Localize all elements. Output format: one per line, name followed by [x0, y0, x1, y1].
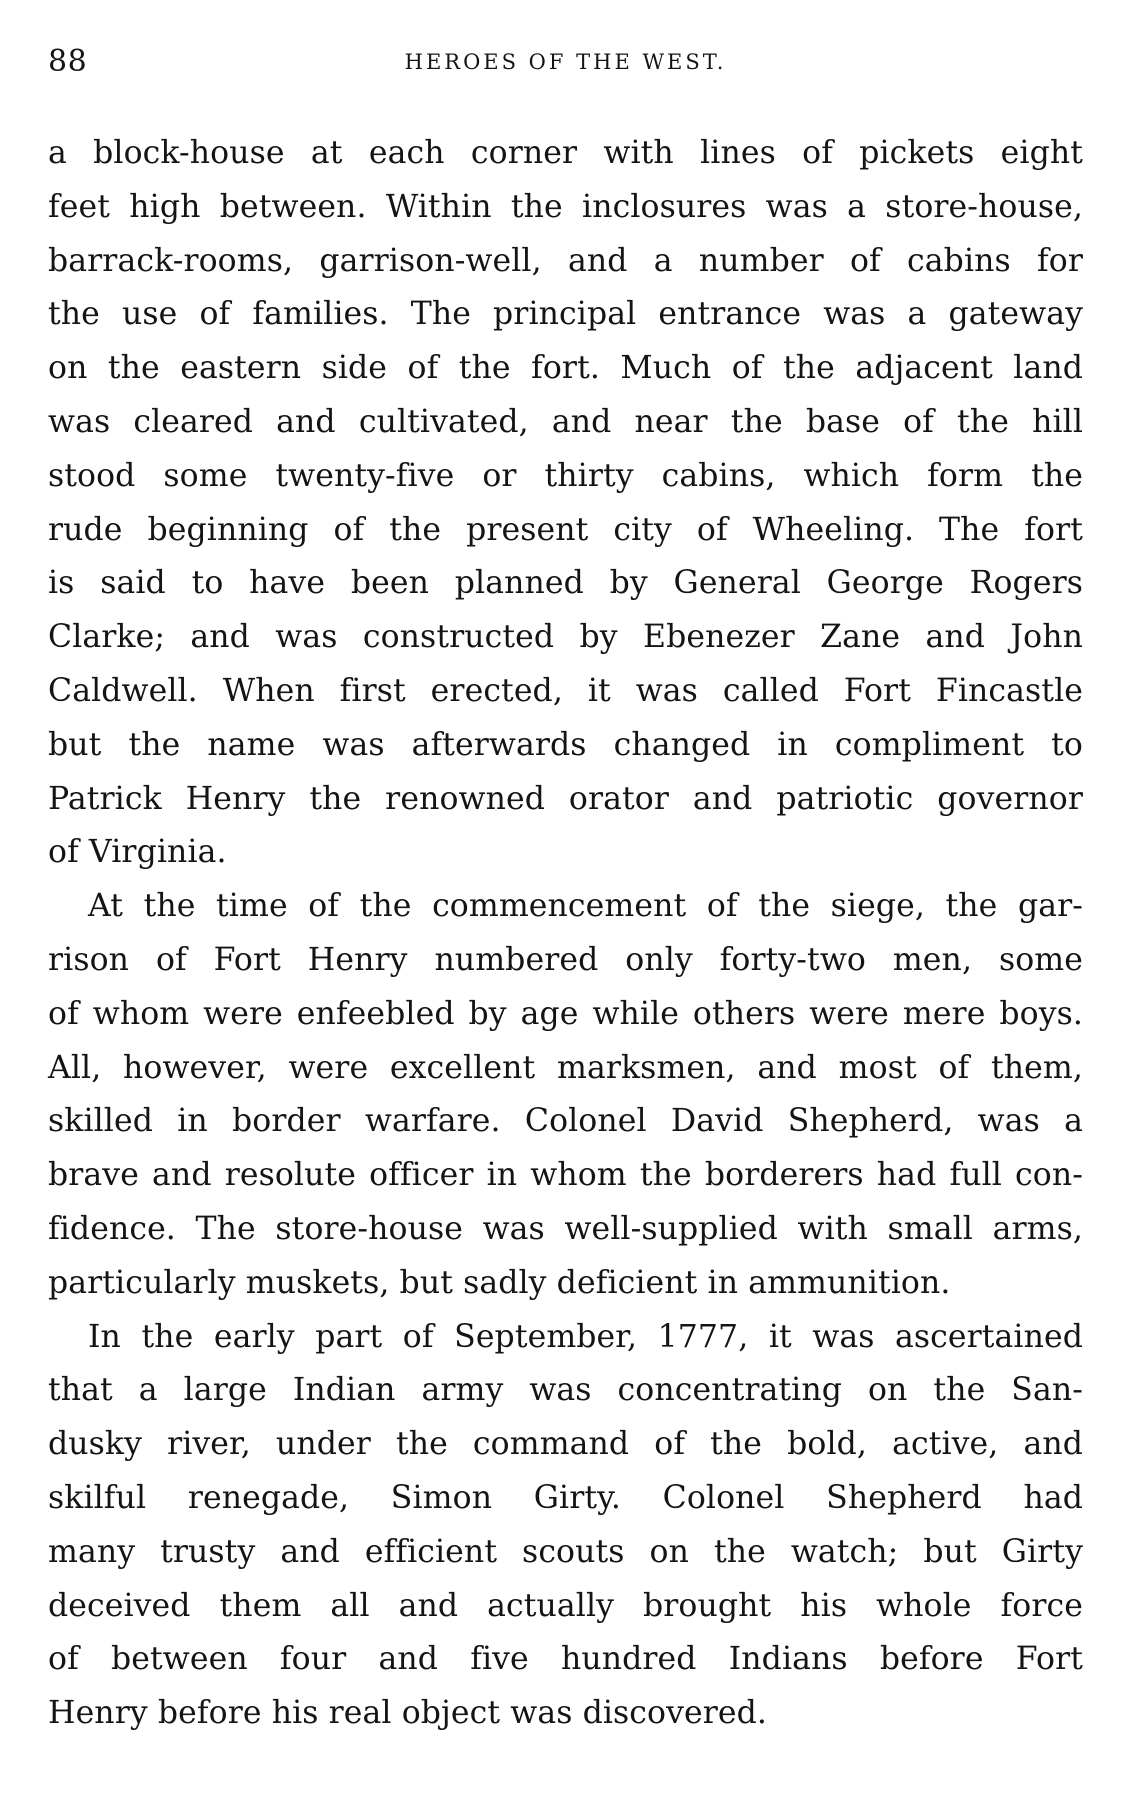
text-line: Caldwell. When first erected, it was called Fort Fincastle [48, 672, 1083, 709]
text-line: rison of Fort Henry numbered only forty-two men, some [48, 941, 1083, 978]
text-line: of between four and five hundred Indians before Fort [48, 1641, 1083, 1678]
text-line: the use of families. The principal entrance was a gateway [48, 296, 1083, 333]
text-line: brave and resolute officer in whom the borderers had full con- [48, 1157, 1083, 1194]
text-line: Henry before his real object was discovered. [48, 1695, 768, 1732]
text-line: on the eastern side of the fort. Much of the adjacent land [48, 350, 1083, 387]
text-line: In the early part of September, 1777, it was ascertained [88, 1318, 1083, 1355]
paragraph [48, 127, 1083, 880]
page-number: 88 [48, 44, 88, 79]
text-line: skilled in border warfare. Colonel David Shepherd, was a [48, 1103, 1083, 1140]
text-line: of whom were enfeebled by age while others were mere boys. [48, 995, 1083, 1032]
paragraph [48, 880, 1083, 1310]
text-line: but the name was afterwards changed in compliment to [48, 726, 1083, 763]
text-line: particularly muskets, but sadly deficient in ammunition. [48, 1264, 951, 1301]
text-line: a block-house at each corner with lines of pickets eight [48, 135, 1083, 171]
text-line: At the time of the commencement of the siege, the gar- [88, 888, 1083, 925]
running-head: HEROES OF THE WEST. [404, 50, 727, 74]
text-line: was cleared and cultivated, and near the base of the hill [48, 403, 1083, 440]
text-line: Patrick Henry the renowned orator and patriotic governor [48, 780, 1083, 817]
text-line: skilful renegade, Simon Girty. Colonel Shepherd had [48, 1479, 1083, 1516]
text-line: barrack-rooms, garrison-well, and a number of cabins for [48, 242, 1083, 279]
text-line: stood some twenty-five or thirty cabins, which form the [48, 457, 1083, 494]
text-line: is said to have been planned by General George Rogers [48, 565, 1083, 602]
text-line: dusky river, under the command of the bold, active, and [48, 1426, 1083, 1463]
text-line: Clarke; and was constructed by Ebenezer Zane and John [48, 619, 1083, 656]
paragraph [48, 1311, 1083, 1741]
body-text [48, 127, 1083, 1741]
page-header [48, 42, 1083, 82]
text-line: of Virginia. [48, 834, 227, 871]
text-line: fidence. The store-house was well-supplied with small arms, [48, 1210, 1083, 1247]
text-line: that a large Indian army was concentrating on the San- [48, 1372, 1083, 1409]
text-line: feet high between. Within the inclosures was a store-house, [48, 188, 1083, 225]
text-line: many trusty and efficient scouts on the watch; but Girty [48, 1533, 1083, 1570]
text-line: deceived them all and actually brought his whole force [48, 1587, 1083, 1624]
text-line: rude beginning of the present city of Wheeling. The fort [48, 511, 1083, 548]
text-line: All, however, were excellent marksmen, and most of them, [48, 1049, 1083, 1086]
